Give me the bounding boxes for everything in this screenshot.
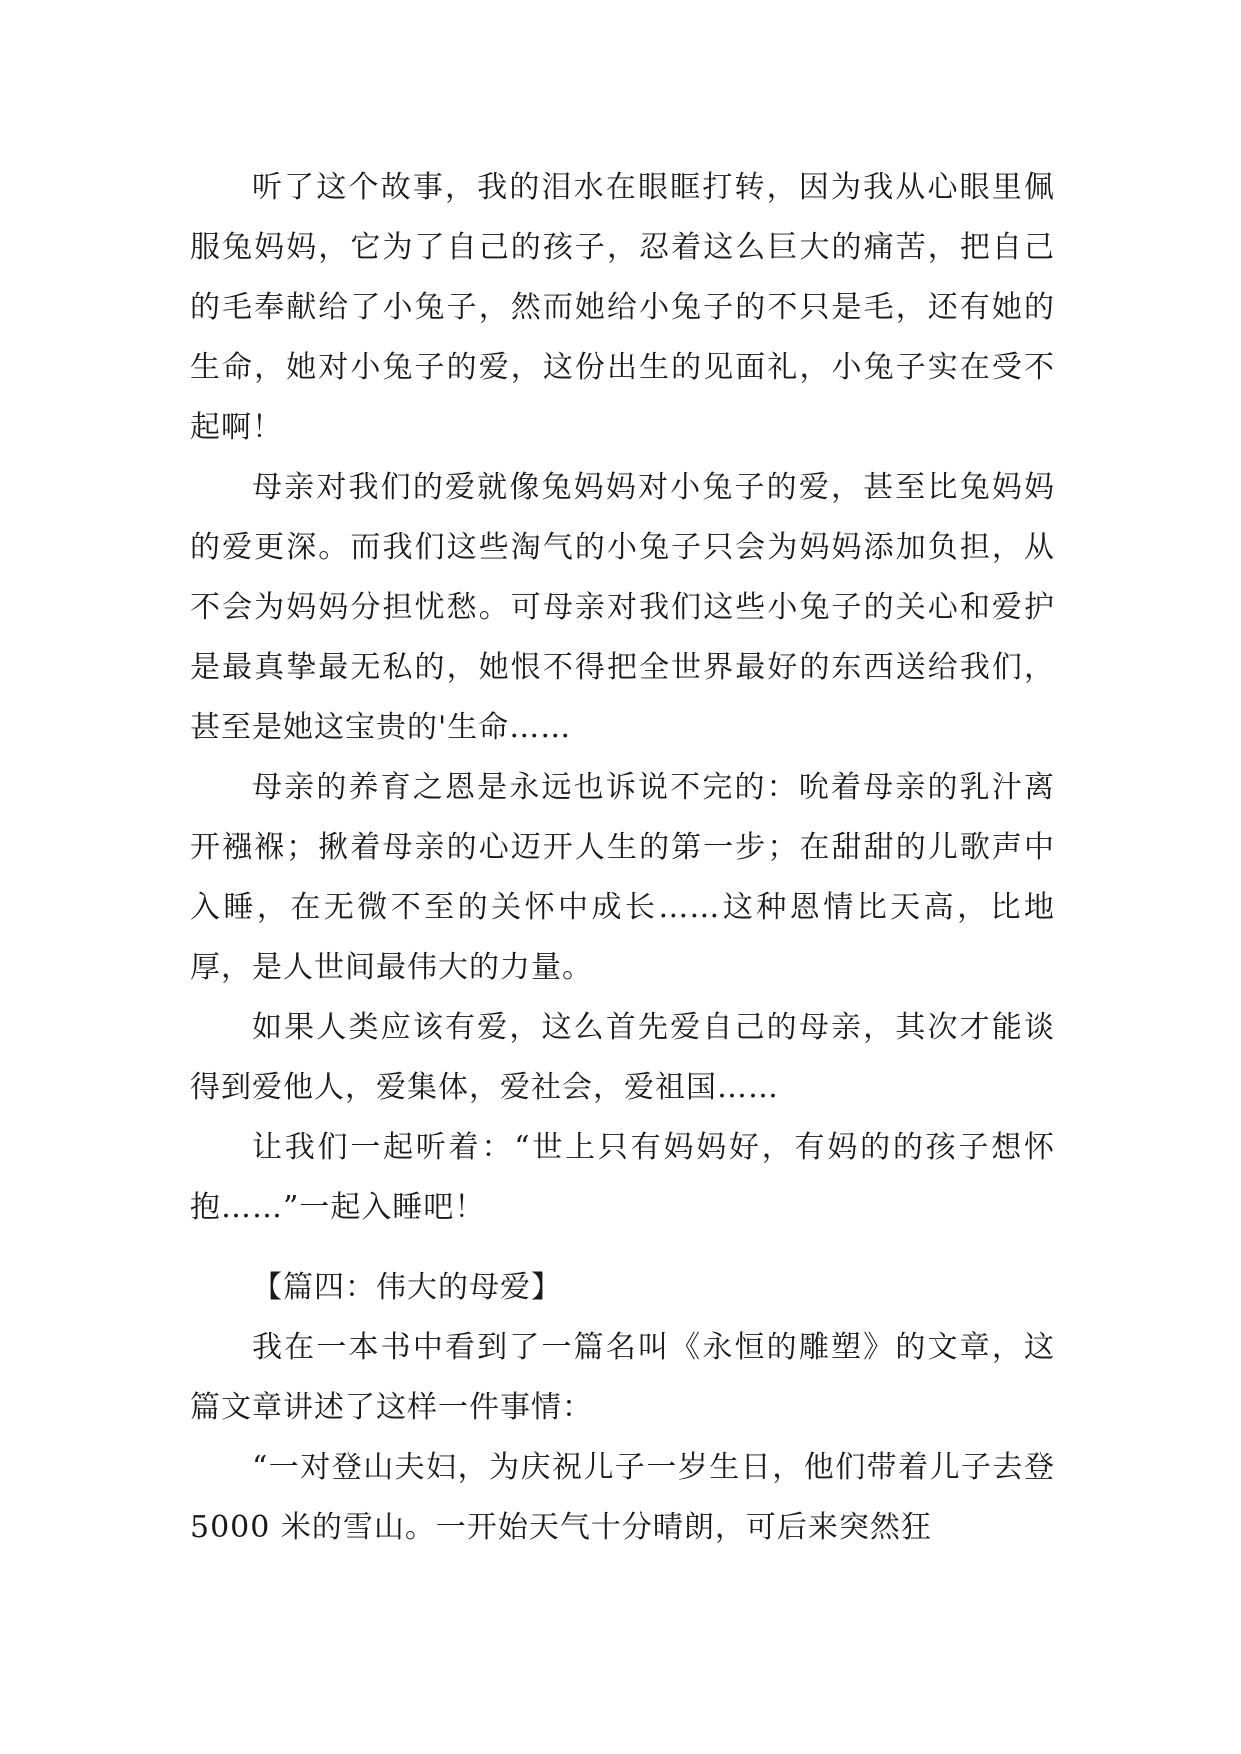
body-text-part1 — [190, 158, 1055, 1238]
paragraph: 母亲对我们的爱就像兔妈妈对小兔子的爱，甚至比兔妈妈的爱更深。而我们这些淘气的小兔子只会为妈妈添加负担，从不会为妈妈分担忧愁。可母亲对我们这些小兔子的关心和爱护是最真挚最无私的，她恨不得把全世界最好的东西送给我们，甚至是她这宝贵的'生命…… — [190, 470, 1055, 745]
paragraph: 我在一本书中看到了一篇名叫《永恒的雕塑》的文章，这篇文章讲述了这样一件事情： — [190, 1330, 1055, 1425]
paragraph: 让我们一起听着：“世上只有妈妈好，有妈的的孩子想怀抱……”一起入睡吧！ — [190, 1130, 1055, 1225]
paragraph: 如果人类应该有爱，这么首先爱自己的母亲，其次才能谈得到爱他人，爱集体，爱社会，爱祖国…… — [190, 1010, 1055, 1105]
body-text-part2 — [190, 1258, 1066, 1558]
section-heading: 【篇四：伟大的母爱】 — [252, 1270, 562, 1305]
paragraph: 听了这个故事，我的泪水在眼眶打转，因为我从心眼里佩服兔妈妈，它为了自己的孩子，忍着这么巨大的痛苦，把自己的毛奉献给了小兔子，然而她给小兔子的不只是毛，还有她的生命，她对小兔子的爱，这份出生的见面礼，小兔子实在受不起啊！ — [190, 170, 1055, 445]
paragraph: 母亲的养育之恩是永远也诉说不完的：吮着母亲的乳汁离开襁褓；揪着母亲的心迈开人生的第一步；在甜甜的儿歌声中入睡，在无微不至的关怀中成长……这种恩情比天高，比地厚，是人世间最伟大的力量。 — [190, 770, 1055, 985]
paragraph: “一对登山夫妇，为庆祝儿子一岁生日，他们带着儿子去登 5000 米的雪山。一开始天气十分晴朗，可后来突然狂 — [190, 1450, 1066, 1545]
